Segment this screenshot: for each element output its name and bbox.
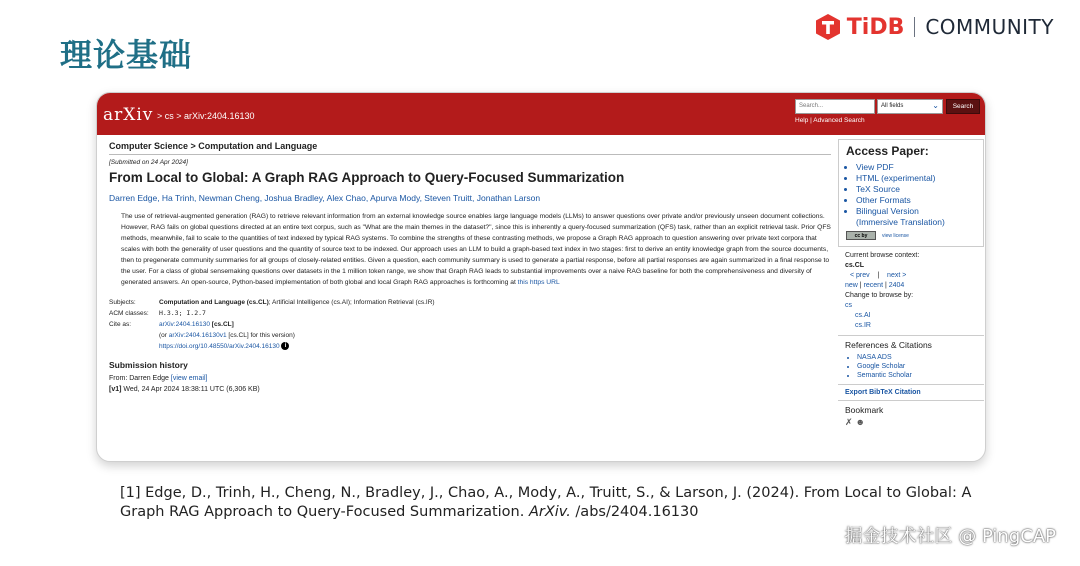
month-link[interactable]: 2404 [888, 282, 905, 289]
access-paper-box [838, 139, 984, 247]
chevron-down-icon: ⌄ [932, 101, 939, 110]
cite-id-link[interactable]: arXiv:2404.16130 [159, 321, 210, 328]
submission-history [109, 373, 831, 395]
brand-divider [914, 17, 915, 37]
view-pdf-link[interactable]: • View PDF [856, 162, 976, 173]
semantic-scholar-link[interactable]: • Semantic Scholar [857, 371, 977, 380]
subjects-main: Computation and Language (cs.CL) [159, 299, 269, 306]
bibsonomy-icon[interactable]: ✗ [845, 417, 856, 427]
search-field-value: All fields [881, 103, 904, 109]
tidb-community-logo [815, 12, 1054, 42]
reference-citation [120, 484, 1000, 522]
search-field-select[interactable] [877, 99, 943, 114]
bookmark-section [838, 400, 984, 432]
browse-context-value: cs.CL [845, 262, 865, 269]
html-link[interactable]: • HTML (experimental) [856, 173, 976, 184]
cite-category: [cs.CL] [211, 321, 234, 328]
citation-journal: ArXiv. [528, 504, 571, 520]
nav-separator: | [877, 272, 880, 279]
browse-cat-cs[interactable]: cs [845, 302, 852, 309]
history-from: From: Darren Edge [109, 375, 169, 382]
license-row [846, 231, 976, 240]
history-v1: Wed, 24 Apr 2024 18:38:11 UTC (6,306 KB) [123, 386, 260, 393]
paper-title: From Local to Global: A Graph RAG Approach to Query-Focused Summarization [109, 170, 625, 185]
paper-main [109, 141, 831, 395]
author-list[interactable]: Darren Edge, Ha Trinh, Newman Cheng, Joshua Bradley, Alex Chao, Apurva Mody, Steven Truitt, Jonathan Larson [109, 193, 541, 203]
brand-community: COMMUNITY [925, 15, 1054, 39]
immersive-translation-link[interactable]: (Immersive Translation) [856, 217, 945, 227]
prev-link[interactable]: < prev [850, 272, 870, 279]
category-heading[interactable]: Computer Science > Computation and Language [109, 141, 318, 151]
submission-history-title: Submission history [109, 360, 188, 370]
new-link[interactable]: new [845, 282, 858, 289]
tidb-hexagon-icon [815, 13, 841, 41]
help-advanced-links[interactable]: Help | Advanced Search [795, 117, 865, 124]
cite-label: Cite as: [109, 321, 132, 328]
paper-metadata [109, 297, 831, 352]
submitted-date: [Submitted on 24 Apr 2024] [109, 159, 188, 166]
search-button[interactable]: Search [946, 99, 980, 114]
browse-cat-ai[interactable]: cs.AI [855, 312, 871, 319]
cite-version-pre: (or [159, 332, 167, 339]
sidebar [838, 139, 984, 432]
cite-version-post: [cs.CL] for this version) [228, 332, 295, 339]
other-formats-link[interactable]: • Other Formats [856, 195, 976, 206]
history-v1-tag[interactable]: [v1] [109, 386, 122, 393]
view-email-link[interactable]: [view email] [170, 375, 208, 382]
divider [109, 154, 831, 155]
references-citations [838, 335, 984, 384]
tex-source-link[interactable]: • TeX Source [856, 184, 976, 195]
subjects-rest: ; Artificial Intelligence (cs.AI); Information Retrieval (cs.IR) [268, 299, 435, 306]
abstract [109, 211, 831, 288]
browse-context-label: Current browse context: [845, 252, 920, 259]
access-paper-title: Access Paper: [846, 144, 929, 158]
references-title: References & Citations [845, 340, 932, 350]
slide-title: 理论基础 [60, 36, 193, 74]
nasa-ads-link[interactable]: • NASA ADS [857, 353, 977, 362]
browse-cat-ir[interactable]: cs.IR [855, 322, 871, 329]
next-link[interactable]: next > [887, 272, 907, 279]
bookmark-title: Bookmark [845, 405, 884, 415]
change-browse-label: Change to browse by: [845, 292, 914, 299]
citation-main: [1] Edge, D., Trinh, H., Cheng, N., Bradley, J., Chao, A., Mody, A., Truitt, S., & Larson, J. (2024). From Local to Global: A Graph RAG Approach to Query-Focused Summarization. [120, 485, 972, 520]
browse-context: Current browse context: cs.CL < prev | next > new | recent | 2404 Change to browse by: cs cs.AI cs.IR [838, 247, 984, 335]
citation-path: /abs/2404.16130 [575, 504, 699, 520]
brand-tidb: TiDB [846, 14, 905, 40]
google-scholar-link[interactable]: • Google Scholar [857, 362, 977, 371]
abstract-url-link[interactable]: this https URL [517, 279, 560, 286]
abstract-text: The use of retrieval-augmented generation (RAG) to retrieve relevant information from an external knowledge source enables large language models (LLMs) to answer questions over private and/or previously unseen document collections. However, RAG fails on global questions directed at an entire text corpus, such as "What are the main themes in the dataset?", since this is inherently a query-focused summarization (QFS) task, rather than an explicit retrieval task. Prior QFS methods, meanwhile, fail to scale to the quantities of text indexed by typical RAG systems. To combine the strengths of these contrasting methods, we propose a Graph RAG approach to question answering over private text corpora that scales with both the generality of user questions and the quantity of source text to be indexed. Our approach uses an LLM to build a graph-based text index in two stages: first to derive an entity knowledge graph from the source documents, then to pregenerate community summaries for all groups of closely-related entities. Given a question, each community summary is used to generate a partial response, before all partial responses are again summarized in a final response to the user. For a class of global sensemaking questions over datasets in the 1 million token range, we show that Graph RAG leads to substantial improvements over a naive RAG baseline for both the comprehensiveness and diversity of generated answers. An open-source, Python-based implementation of both global and local Graph RAG approaches is forthcoming at [121, 213, 831, 286]
breadcrumb[interactable]: > cs > arXiv:2404.16130 [157, 111, 255, 121]
view-license-link[interactable]: view license [882, 232, 909, 239]
arxiv-logo[interactable]: arXiv [103, 105, 154, 125]
subjects-label: Subjects: [109, 299, 136, 306]
watermark: 掘金技术社区 @ PingCAP [844, 526, 1056, 547]
cc-license-icon[interactable]: cc by [846, 231, 876, 240]
arxiv-screenshot [96, 92, 986, 462]
reddit-icon[interactable]: ☻ [855, 417, 869, 427]
acm-label: ACM classes: [109, 310, 149, 317]
info-icon[interactable]: i [281, 342, 289, 350]
cite-version-link[interactable]: arXiv:2404.16130v1 [168, 332, 227, 339]
search-input[interactable]: Search... [795, 99, 875, 114]
acm-value: H.3.3; I.2.7 [159, 309, 206, 317]
arxiv-header [97, 93, 985, 135]
recent-link[interactable]: recent [863, 282, 884, 289]
bilingual-link[interactable]: • Bilingual Version [856, 206, 976, 217]
doi-link[interactable]: https://doi.org/10.48550/arXiv.2404.16130 [159, 343, 280, 350]
export-bibtex-link[interactable]: Export BibTeX Citation [838, 384, 984, 400]
